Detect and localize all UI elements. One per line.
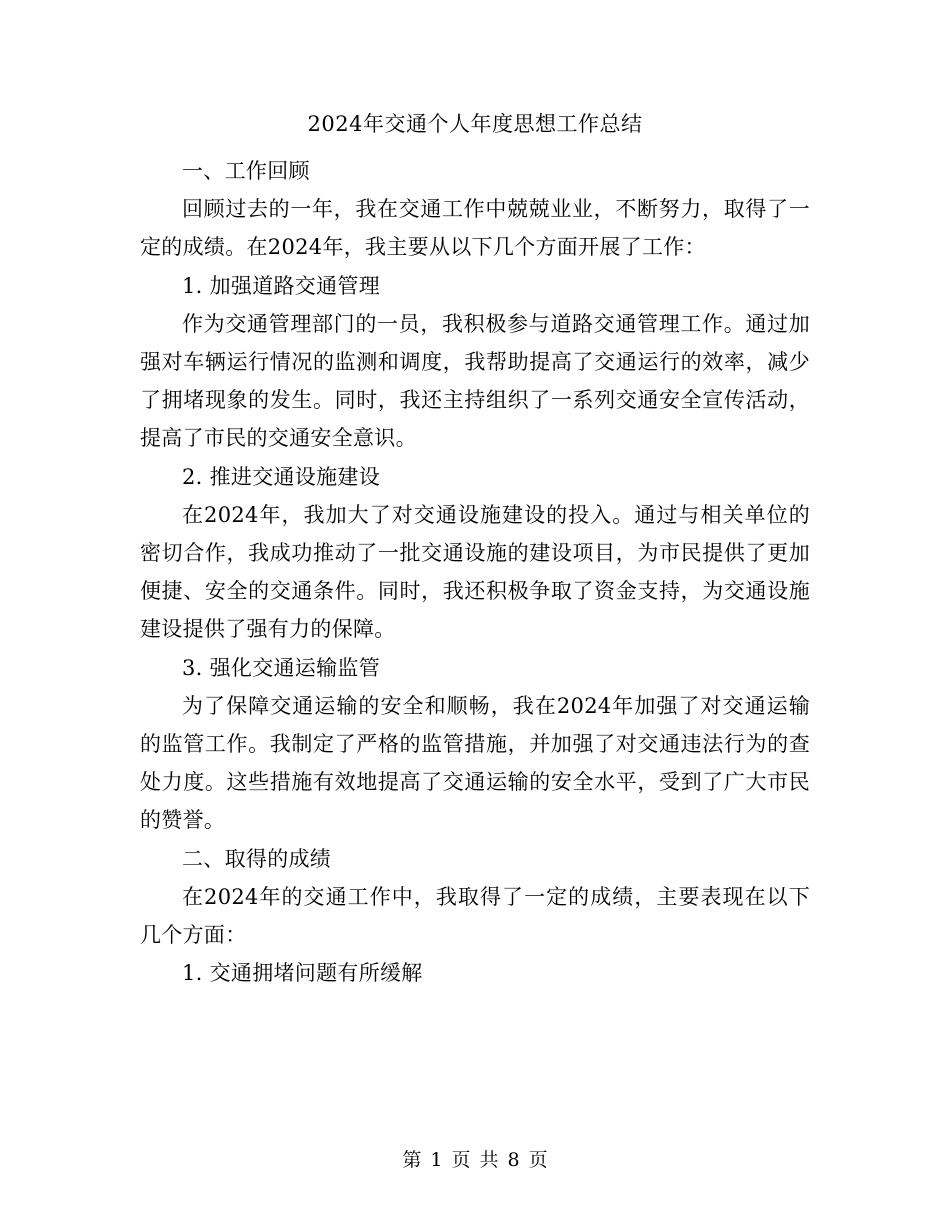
subheading-congestion-relief: 1. 交通拥堵问题有所缓解 (182, 961, 423, 986)
document-title: 2024年交通个人年度思想工作总结 (307, 112, 643, 136)
subheading-transport-supervision: 3. 强化交通运输监管 (182, 655, 381, 680)
subheading-road-traffic-management: 1. 加强道路交通管理 (182, 273, 381, 298)
document-body (140, 152, 810, 992)
paragraph-road-traffic-management: 作为交通管理部门的一员，我积极参与道路交通管理工作。通过加强对车辆运行情况的监测和调度，我帮助提高了交通运行的效率，减少了拥堵现象的发生。同时，我还主持组织了一系列交通安全宣传活动，提高了市民的交通安全意识。 (140, 311, 810, 451)
subheading-facility-construction: 2. 推进交通设施建设 (182, 464, 381, 489)
paragraph-achievements-intro: 在2024年的交通工作中，我取得了一定的成绩，主要表现在以下几个方面： (140, 884, 810, 948)
paragraph-transport-supervision: 为了保障交通运输的安全和顺畅，我在2024年加强了对交通运输的监管工作。我制定了严格的监管措施，并加强了对交通违法行为的查处力度。这些措施有效地提高了交通运输的安全水平，受到了广大市民的赞誉。 (140, 693, 810, 833)
section-heading-work-review: 一、工作回顾 (182, 159, 310, 183)
section-heading-achievements: 二、取得的成绩 (182, 846, 332, 871)
page-footer: 第 1 页 共 8 页 (402, 1149, 548, 1171)
paragraph-facility-construction: 在2024年，我加大了对交通设施建设的投入。通过与相关单位的密切合作，我成功推动了一批交通设施的建设项目，为市民提供了更加便捷、安全的交通条件。同时，我还积极争取了资金支持，为交通设施建设提供了强有力的保障。 (140, 502, 810, 642)
paragraph-intro: 回顾过去的一年，我在交通工作中兢兢业业，不断努力，取得了一定的成绩。在2024年，我主要从以下几个方面开展了工作： (140, 197, 810, 260)
